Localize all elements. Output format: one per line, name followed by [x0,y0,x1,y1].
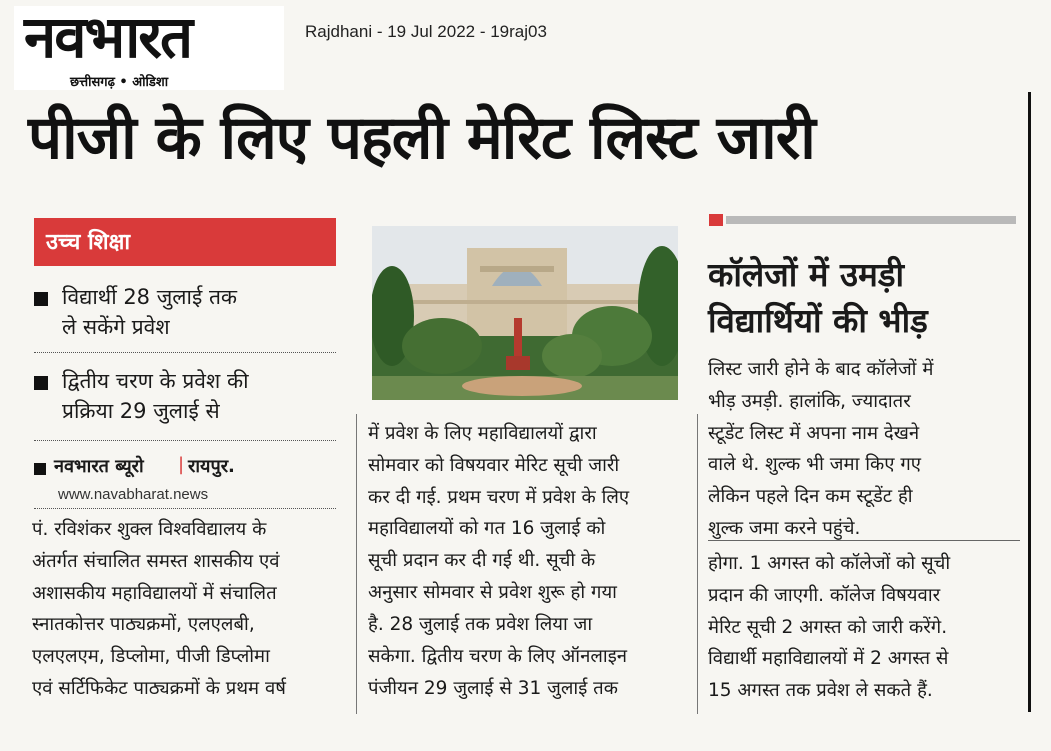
text-line: स्टूडेंट लिस्ट में अपना नाम देखने [708,422,920,444]
text-line: महाविद्यालयों को गत 16 जुलाई को [368,518,606,540]
text-line: होगा. 1 अगस्त को कॉलेजों को सूची [708,553,951,574]
text-line: लिस्ट जारी होने के बाद कॉलेजों में [708,359,934,380]
byline-city: रायपुर. [188,456,235,477]
bullet-line: प्रक्रिया 29 जुलाई से [62,399,220,424]
university-building-photo [372,226,678,400]
text-line: मेरिट सूची 2 अगस्त को जारी करेंगे. [708,616,948,638]
highlight-bullet [34,282,334,346]
text-line: अनुसार सोमवार से प्रवेश शुरू हो गया [368,582,617,604]
section-kicker-label: उच्च शिक्षा [46,230,131,255]
bullet-line: विद्यार्थी 28 जुलाई तक [62,285,238,309]
page-edge-rule [1028,92,1031,712]
column-rule [697,414,698,714]
bullet-square-icon [34,376,48,390]
text-line: विद्यार्थी महाविद्यालयों में 2 अगस्त से [708,648,949,670]
sidebar-headline [708,252,1018,344]
byline-square-icon [34,463,46,475]
text-line: एलएलएम, डिप्लोमा, पीजी डिप्लोमा [32,646,270,668]
text-line: वाले थे. शुल्क भी जमा किए गए [708,454,921,476]
byline-bureau: नवभारत ब्यूरो [54,456,144,477]
sidebar-rule [708,540,1020,541]
website-url: www.navabharat.news [58,486,209,503]
edition-info: Rajdhani - 19 Jul 2022 - 19raj03 [305,22,547,41]
text-line: लेकिन पहले दिन कम स्टूडेंट ही [708,486,913,508]
text-line: प्रदान की जाएगी. कॉलेज विषयवार [708,584,941,606]
article-column-1 [32,514,348,705]
text-line: एवं सर्टिफिकेट पाठ्यक्रमों के प्रथम वर्ष [32,678,286,700]
sidebar-headline-line: कॉलेजों में उमड़ी [708,255,905,294]
highlight-bullet [34,366,334,430]
divider [34,508,336,509]
text-line: सोमवार को विषयवार मेरिट सूची जारी [368,454,620,476]
text-line: पंजीयन 29 जुलाई से 31 जुलाई तक [368,677,618,699]
bullet-line: ले सकेंगे प्रवेश [62,315,170,340]
text-line: स्नातकोत्तर पाठ्यक्रमों, एलएलबी, [32,614,255,636]
sidebar-marker [709,214,723,226]
bullet-square-icon [34,292,48,306]
sidebar-headline-line: विद्यार्थियों की भीड़ [708,301,928,341]
byline-separator: | [178,454,185,475]
text-line: शुल्क जमा करने पहुंचे. [708,518,861,540]
text-line: 15 अगस्त तक प्रवेश ले सकते हैं. [708,680,933,702]
text-line: कर दी गई. प्रथम चरण में प्रवेश के लिए [368,486,630,508]
text-line: है. 28 जुलाई तक प्रवेश लिया जा [368,613,593,635]
text-line: अंतर्गत संचालित समस्त शासकीय एवं [32,550,280,572]
divider [34,440,336,441]
text-line: भीड़ उमड़ी. हालांकि, ज्यादातर [708,390,911,412]
main-headline: पीजी के लिए पहली मेरिट लिस्ट जारी [28,103,815,173]
text-line: पं. रविशंकर शुक्ल विश्वविद्यालय के [32,519,267,540]
logo-subtitle: छत्तीसगढ़ • ओडिशा [70,75,169,90]
text-line: सकेगा. द्वितीय चरण के लिए ऑनलाइन [368,645,628,667]
sidebar-bar [726,216,1016,224]
bullet-line: द्वितीय चरण के प्रवेश की [62,369,249,393]
divider [34,352,336,353]
column-rule [356,414,357,714]
text-line: अशासकीय महाविद्यालयों में संचालित [32,582,277,604]
article-column-2 [368,418,690,704]
newspaper-logo: नवभारत [24,3,192,71]
text-line: सूची प्रदान कर दी गई थी. सूची के [368,550,596,572]
article-column-3 [708,548,1020,707]
sidebar-body [708,354,1020,545]
text-line: में प्रवेश के लिए महाविद्यालयों द्वारा [368,423,597,444]
